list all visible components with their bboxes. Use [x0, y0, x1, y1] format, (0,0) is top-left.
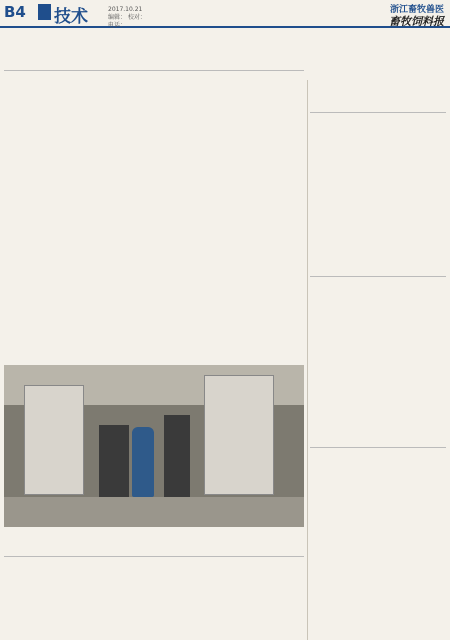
factory-photo: [4, 365, 304, 527]
article2-column-3: [206, 562, 304, 638]
page-header: [0, 0, 450, 28]
sidebar-article-2: [312, 280, 446, 425]
headline-rule: [4, 70, 304, 71]
section-marker: [38, 4, 51, 20]
editor-line: 编辑： 校对：: [108, 14, 146, 21]
article2-column-1: [6, 562, 100, 638]
article-column-2: [106, 76, 200, 361]
issue-date: 2017.10.21: [108, 6, 143, 13]
contact-line: 电话：: [108, 22, 127, 29]
sidebar-rule: [310, 447, 446, 448]
page-number: B4: [4, 3, 26, 21]
article-column-1: [6, 76, 100, 361]
headline-rule: [4, 556, 304, 557]
sidebar-rule: [310, 276, 446, 277]
paper-logo: 畜牧饲料报: [389, 15, 444, 28]
section-name: 技术: [54, 7, 88, 27]
sidebar-article-3: [312, 451, 446, 636]
paper-name: 浙江畜牧兽医: [389, 5, 444, 15]
sidebar-rule: [310, 112, 446, 113]
header-meta: [108, 6, 146, 30]
sidebar-article-1: [312, 116, 446, 236]
column-divider: [307, 80, 308, 640]
article-column-3: [206, 76, 304, 361]
article2-column-2: [106, 562, 200, 638]
